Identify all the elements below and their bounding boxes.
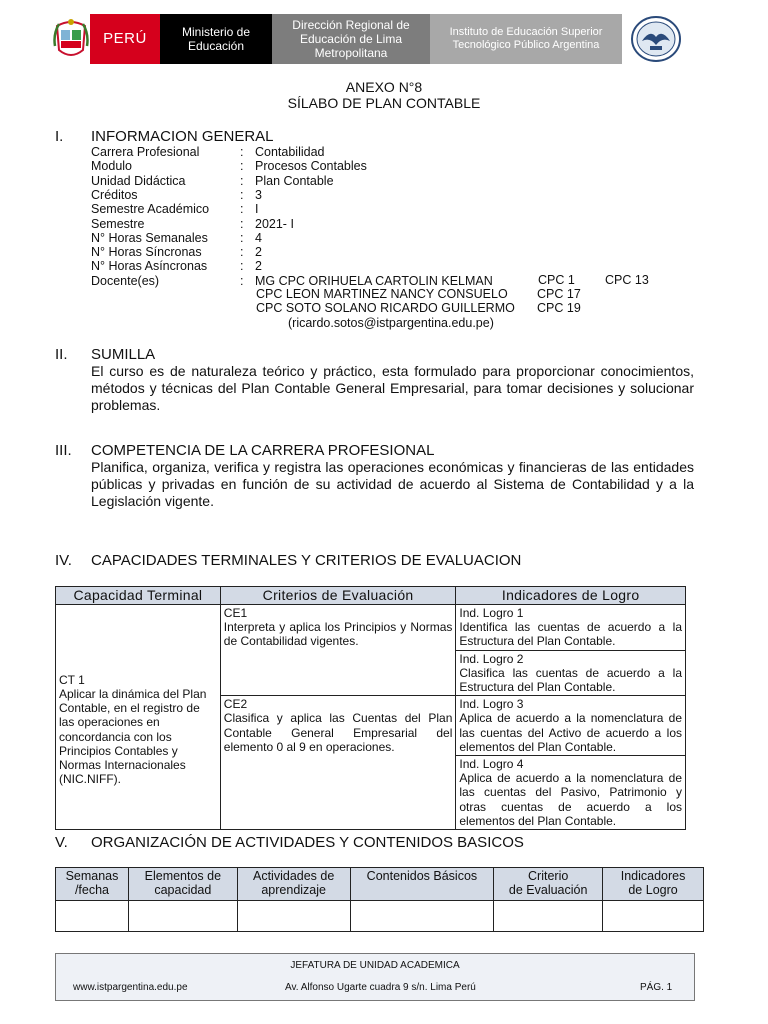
indicador-cell (456, 756, 686, 830)
ind-text: Clasifica las cuentas de acuerdo a la Estructura del Plan Contable. (459, 665, 682, 695)
section-number: IV. (55, 552, 72, 569)
info-separator: : (240, 259, 244, 274)
header-line: de Logro (628, 883, 678, 897)
info-value: I (255, 202, 259, 217)
info-value: 4 (255, 230, 262, 245)
info-separator: : (240, 159, 244, 174)
info-separator: : (240, 187, 244, 202)
criterio-cell (220, 605, 456, 696)
table-cell (603, 901, 704, 932)
docente-3-name: CPC SOTO SOLANO RICARDO GUILLERMO (256, 301, 515, 315)
footer-jefatura: JEFATURA DE UNIDAD ACADEMICA (290, 960, 460, 971)
table-row (56, 605, 686, 651)
info-separator: : (240, 202, 244, 217)
footer-page-number: PÁG. 1 (640, 982, 673, 993)
info-separator: : (240, 273, 244, 288)
column-header (350, 868, 494, 901)
annex-title: ANEXO N°8 (345, 79, 423, 95)
header-line: capacidad (154, 883, 212, 897)
page-footer (55, 953, 695, 1001)
indicador-cell (456, 650, 686, 696)
ct-text: Aplicar la dinámica del Plan Contable, en el registro de las operaciones en concordancia con los Principios Contables y Normas Internacionales (NIC.NIFF). (59, 686, 207, 787)
ind-text: Identifica las cuentas de acuerdo a la Estructura del Plan Contable. (459, 620, 682, 649)
ce-text: Clasifica y aplica las Cuentas del Plan Contable General Empresarial del elemento 0 al 9 en operaciones. (223, 711, 453, 754)
info-key: Modulo (91, 159, 132, 174)
header-line: aprendizaje (261, 883, 326, 897)
section-title: SUMILLA (91, 346, 156, 363)
info-separator: : (240, 230, 244, 245)
section-title: COMPETENCIA DE LA CARRERA PROFESIONAL (91, 442, 435, 459)
info-separator: : (240, 145, 244, 159)
section-number: II. (55, 346, 68, 363)
section-title: CAPACIDADES TERMINALES Y CRITERIOS DE EVALUACION (91, 552, 522, 569)
info-value: 2 (255, 245, 262, 260)
info-key: Unidad Didáctica (91, 173, 186, 188)
ministerio-label: Ministerio de Educación (160, 14, 272, 64)
info-key: N° Horas Semanales (91, 230, 208, 245)
info-key: N° Horas Síncronas (91, 245, 202, 260)
table-cell (350, 901, 494, 932)
info-value: 3 (255, 187, 262, 202)
docente-email: (ricardo.sotos@istpargentina.edu.pe) (288, 316, 494, 330)
header-line: Contenidos Básicos (366, 869, 478, 883)
header-line: Actividades de (253, 869, 335, 883)
header-band (52, 14, 684, 64)
criterio-cell (220, 696, 456, 830)
indicador-cell (456, 696, 686, 756)
section-number: V. (55, 834, 68, 851)
competencia-paragraph: Planifica, organiza, verifica y registra las operaciones económicas y financieras de las entidades públicas y privadas en función de su actividad de acuerdo al Sistema de Contabilidad y a la Legislación vigente. (91, 459, 694, 509)
info-key: Créditos (91, 187, 138, 202)
docente-3-cpc: CPC 19 (537, 301, 581, 315)
ind-text: Aplica de acuerdo a la nomenclatura de las cuentas del Pasivo, Patrimonio y otras cuentas de acuerdo a los elementos del Plan Contable. (459, 771, 682, 828)
docente-1-cpc-number: CPC 13 (605, 273, 649, 287)
info-value: Procesos Contables (255, 159, 367, 174)
section-number: III. (55, 442, 72, 459)
institute-logo-icon (628, 14, 684, 64)
info-separator: : (240, 245, 244, 260)
peru-coat-of-arms-icon (52, 14, 90, 64)
table-header-row (56, 868, 704, 901)
info-value: MG CPC ORIHUELA CARTOLIN KELMAN (255, 273, 493, 288)
header-line: de Evaluación (508, 883, 588, 897)
ind-code: Ind. Logro 3 (459, 697, 524, 712)
info-key: Carrera Profesional (91, 145, 200, 159)
section-title: INFORMACION GENERAL (91, 128, 274, 145)
docente-2-name: CPC LEON MARTINEZ NANCY CONSUELO (256, 287, 508, 301)
column-header (494, 868, 603, 901)
peru-label: PERÚ (90, 14, 160, 64)
instituto-label: Instituto de Educación Superior Tecnológico Público Argentina (430, 14, 622, 64)
column-header (56, 868, 129, 901)
table-header-row (56, 587, 686, 605)
header-line: Criterio (528, 869, 569, 883)
direccion-regional-label: Dirección Regional de Educación de Lima Metropolitana (272, 14, 430, 64)
column-header: Capacidad Terminal (56, 587, 221, 605)
info-key: Semestre Académico (91, 202, 210, 217)
ce-text: Interpreta y aplica los Principios y Normas de Contabilidad vigentes. (223, 620, 453, 649)
info-value: 2 (255, 259, 262, 274)
ind-code: Ind. Logro 4 (459, 757, 524, 772)
column-header (128, 868, 237, 901)
column-header: Criterios de Evaluación (220, 587, 456, 605)
info-key: Docente(es) (91, 273, 160, 288)
info-separator: : (240, 216, 244, 231)
ind-code: Ind. Logro 2 (459, 651, 524, 666)
table-cell (237, 901, 350, 932)
header-line: Indicadores (620, 869, 686, 883)
capacidad-terminal-cell (56, 605, 221, 830)
footer-website-link[interactable]: www.istpargentina.edu.pe (73, 982, 188, 993)
ind-text: Aplica de acuerdo a la nomenclatura de las cuentas del Activo de acuerdo a los elementos del Plan Contable. (459, 711, 682, 754)
header-line: Semanas (65, 869, 119, 883)
footer-address: Av. Alfonso Ugarte cuadra 9 s/n. Lima Perú (285, 982, 476, 993)
ce-code: CE2 (223, 697, 248, 712)
actividades-table (55, 867, 704, 932)
section-number: I. (55, 128, 64, 145)
header-line: Elementos de (144, 869, 222, 883)
info-key: Semestre (91, 216, 145, 231)
syllabus-title: SÍLABO DE PLAN CONTABLE (287, 95, 481, 111)
info-value: Contabilidad (255, 145, 325, 159)
table-row (56, 901, 704, 932)
column-header (603, 868, 704, 901)
docente-1-cpc: CPC 1 (538, 273, 575, 287)
section-title: ORGANIZACIÓN DE ACTIVIDADES Y CONTENIDOS BASICOS (91, 834, 524, 851)
header-line: /fecha (74, 883, 109, 897)
table-cell (128, 901, 237, 932)
ce-code: CE1 (223, 606, 248, 620)
info-separator: : (240, 173, 244, 188)
info-value: 2021- I (255, 216, 294, 231)
column-header: Indicadores de Logro (456, 587, 686, 605)
info-value: Plan Contable (255, 173, 334, 188)
table-cell (494, 901, 603, 932)
ct-code: CT 1 (59, 672, 85, 687)
capacidades-table (55, 586, 686, 830)
sumilla-paragraph: El curso es de naturaleza teórico y práctico, esta formulado para proporcionar conocimientos, métodos y técnicas del Plan Contable General Empresarial, para tomar decisiones y solucionar problemas. (91, 363, 694, 413)
indicador-cell (456, 605, 686, 651)
column-header (237, 868, 350, 901)
info-key: N° Horas Asíncronas (91, 259, 208, 274)
table-cell (56, 901, 129, 932)
ind-code: Ind. Logro 1 (459, 606, 524, 620)
docente-2-cpc: CPC 17 (537, 287, 581, 301)
